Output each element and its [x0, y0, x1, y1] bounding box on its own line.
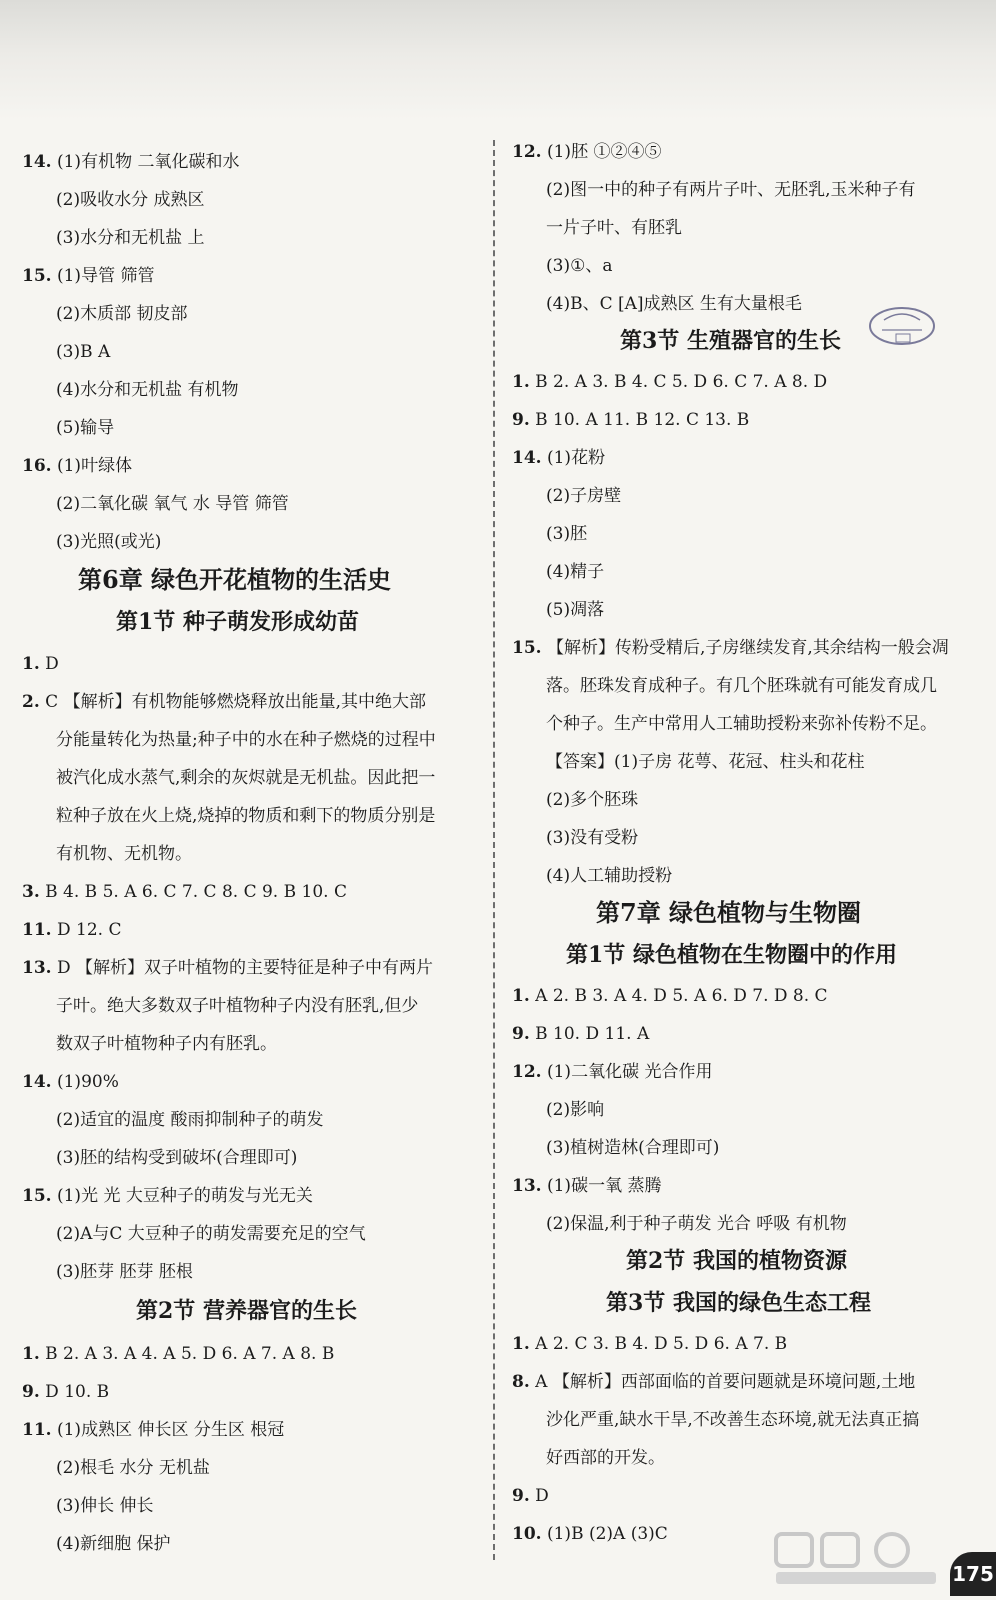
answer-line: [56, 226, 204, 250]
answer-text: B 10. D 11. A: [535, 1024, 650, 1044]
answer-line: [546, 292, 802, 316]
answer-line: [546, 1136, 719, 1160]
answer-line: [546, 560, 604, 584]
page-number: 175: [950, 1552, 996, 1596]
answer-text: D: [45, 654, 59, 674]
answer-line: [56, 842, 192, 866]
section-heading: 第1节 种子萌发形成幼苗: [116, 609, 359, 635]
answer-line: [22, 918, 121, 942]
answer-text: (1)叶绿体: [56, 456, 133, 476]
answer-line: [22, 880, 347, 904]
answer-line: [56, 728, 436, 752]
answer-text: (1)光 光 大豆种子的萌发与光无关: [56, 1186, 313, 1206]
answer-text: B 10. A 11. B 12. C 13. B: [535, 410, 750, 430]
answer-text: 有机物、无机物。: [56, 844, 192, 864]
answer-line: [546, 826, 638, 850]
question-number: 10.: [512, 1524, 542, 1544]
answer-line: [512, 1174, 661, 1198]
answer-line: [22, 150, 239, 174]
answer-line: [512, 1332, 787, 1356]
answer-text: C 【解析】有机物能够燃烧释放出能量,其中绝大部: [45, 692, 426, 712]
answer-text: (4)精子: [546, 562, 605, 582]
answer-text: (1)花粉: [546, 448, 606, 468]
answer-line: [546, 1212, 847, 1236]
answer-line: [56, 1222, 366, 1246]
answer-line: [56, 416, 114, 440]
answer-line: [56, 188, 204, 212]
answer-line: [56, 1456, 210, 1480]
answer-line: [56, 766, 435, 790]
chapter-heading: 第7章 绿色植物与生物圈: [596, 898, 862, 927]
answer-line: [22, 264, 154, 288]
answer-line: [546, 1446, 665, 1470]
answer-text: (2)根毛 水分 无机盐: [56, 1458, 210, 1478]
question-number: 15.: [512, 638, 542, 658]
answer-line: [512, 370, 827, 394]
question-number: 14.: [512, 448, 542, 468]
answer-text: (2)二氧化碳 氧气 水 导管 筛管: [56, 494, 289, 514]
question-number: 14.: [22, 1072, 52, 1092]
answer-line: [22, 1418, 284, 1442]
column-divider: [493, 140, 495, 1560]
question-number: 1.: [512, 1334, 530, 1354]
answer-text: (1)导管 筛管: [56, 266, 155, 286]
answer-text: (1)90%: [56, 1072, 119, 1092]
answer-line: [22, 454, 132, 478]
answer-line: [546, 484, 621, 508]
answer-text: B 2. A 3. B 4. C 5. D 6. C 7. A 8. D: [535, 372, 828, 392]
answer-text: (2)吸收水分 成熟区: [56, 190, 205, 210]
scan-shadow: [0, 0, 996, 120]
answer-text: 分能量转化为热量;种子中的水在种子燃烧的过程中: [56, 730, 436, 750]
answer-text: (1)二氧化碳 光合作用: [546, 1062, 713, 1082]
answer-text: (2)图一中的种子有两片子叶、无胚乳,玉米种子有: [546, 180, 916, 200]
answer-text: D 10. B: [45, 1382, 110, 1402]
answer-line: [546, 1408, 919, 1432]
answer-line: [22, 690, 426, 714]
answer-line: [512, 1370, 915, 1394]
answer-text: D: [535, 1486, 549, 1506]
answer-text: D 【解析】双子叶植物的主要特征是种子中有两片: [56, 958, 434, 978]
watermark-logo-icon: [770, 1528, 950, 1592]
answer-text: 个种子。生产中常用人工辅助授粉来弥补传粉不足。: [546, 714, 937, 734]
answer-line: [546, 864, 672, 888]
answer-text: 子叶。绝大多数双子叶植物种子内没有胚乳,但少: [56, 996, 419, 1016]
answer-line: [546, 712, 937, 736]
question-number: 11.: [22, 1420, 52, 1440]
answer-line: [56, 378, 238, 402]
answer-text: (3)伸长 伸长: [56, 1496, 154, 1516]
section-heading: 第1节 绿色植物在生物圈中的作用: [566, 942, 897, 968]
question-number: 15.: [22, 266, 52, 286]
answer-text: (3)①、a: [546, 256, 613, 276]
question-number: 9.: [22, 1382, 40, 1402]
answer-line: [512, 446, 605, 470]
section-heading: 第3节 我国的绿色生态工程: [606, 1290, 871, 1316]
answer-text: (4)新细胞 保护: [56, 1534, 171, 1554]
answer-text: (4)水分和无机盐 有机物: [56, 380, 239, 400]
answer-text: (3)胚: [546, 524, 588, 544]
answer-line: [22, 652, 59, 676]
answer-text: (2)适宜的温度 酸雨抑制种子的萌发: [56, 1110, 324, 1130]
answer-text: 好西部的开发。: [546, 1448, 665, 1468]
question-number: 1.: [512, 372, 530, 392]
answer-text: (1)碳一氧 蒸腾: [546, 1176, 662, 1196]
question-number: 9.: [512, 1024, 530, 1044]
answer-text: 粒种子放在火上烧,烧掉的物质和剩下的物质分别是: [56, 806, 436, 826]
answer-text: A 【解析】西部面临的首要问题就是环境问题,土地: [535, 1372, 916, 1392]
answer-line: [546, 750, 864, 774]
answer-line: [512, 984, 828, 1008]
question-number: 16.: [22, 456, 52, 476]
chapter-heading: 第6章 绿色开花植物的生活史: [78, 565, 392, 594]
question-number: 14.: [22, 152, 52, 172]
answer-line: [512, 636, 949, 660]
answer-line: [546, 674, 937, 698]
answer-line: [56, 1260, 193, 1284]
answer-line: [512, 140, 661, 164]
answer-text: (2)子房壁: [546, 486, 622, 506]
answer-line: [56, 804, 435, 828]
answer-line: [56, 1032, 277, 1056]
question-number: 13.: [22, 958, 52, 978]
answer-line: [22, 1380, 109, 1404]
answer-text: 落。胚珠发育成种子。有几个胚珠就有可能发育成几: [546, 676, 937, 696]
question-number: 13.: [512, 1176, 542, 1196]
answer-text: 被汽化成水蒸气,剩余的灰烬就是无机盐。因此把一: [56, 768, 436, 788]
answer-text: (4)B、C [A]成熟区 生有大量根毛: [546, 294, 802, 314]
answer-line: [22, 1070, 119, 1094]
question-number: 1.: [22, 1344, 40, 1364]
answer-line: [22, 1184, 313, 1208]
answer-line: [56, 994, 418, 1018]
answer-text: (3)B A: [56, 342, 111, 362]
answer-line: [512, 1522, 668, 1546]
answer-line: [512, 1484, 549, 1508]
question-number: 11.: [22, 920, 52, 940]
answer-line: [56, 1494, 153, 1518]
answer-text: (1)胚 ①②④⑤: [546, 142, 662, 162]
answer-text: D 12. C: [56, 920, 122, 940]
question-number: 12.: [512, 1062, 542, 1082]
answer-text: B 4. B 5. A 6. C 7. C 8. C 9. B 10. C: [45, 882, 347, 902]
answer-text: (3)光照(或光): [56, 532, 162, 552]
answer-text: A 2. C 3. B 4. D 5. D 6. A 7. B: [535, 1334, 788, 1354]
question-number: 2.: [22, 692, 40, 712]
answer-line: [56, 340, 110, 364]
answer-line: [56, 492, 289, 516]
question-number: 8.: [512, 1372, 530, 1392]
answer-line: [22, 1342, 334, 1366]
answer-line: [22, 956, 433, 980]
answer-line: [546, 1098, 604, 1122]
answer-text: (2)保温,利于种子萌发 光合 呼吸 有机物: [546, 1214, 847, 1234]
answer-line: [56, 1532, 170, 1556]
answer-text: (3)水分和无机盐 上: [56, 228, 205, 248]
question-number: 12.: [512, 142, 542, 162]
answer-line: [56, 302, 187, 326]
question-number: 9.: [512, 410, 530, 430]
answer-text: (1)B (2)A (3)C: [546, 1524, 668, 1544]
answer-text: (2)影响: [546, 1100, 605, 1120]
answer-text: (2)木质部 韧皮部: [56, 304, 188, 324]
answer-line: [512, 1022, 649, 1046]
question-number: 9.: [512, 1486, 530, 1506]
answer-text: A 2. B 3. A 4. D 5. A 6. D 7. D 8. C: [535, 986, 828, 1006]
answer-text: 一片子叶、有胚乳: [546, 218, 682, 238]
answer-text: (2)多个胚珠: [546, 790, 639, 810]
answer-text: 【答案】(1)子房 花萼、花冠、柱头和花柱: [546, 752, 865, 772]
answer-text: (2)A与C 大豆种子的萌发需要充足的空气: [56, 1224, 366, 1244]
answer-text: (4)人工辅助授粉: [546, 866, 673, 886]
answer-text: (1)有机物 二氧化碳和水: [56, 152, 240, 172]
answer-text: (3)没有受粉: [546, 828, 639, 848]
section-heading: 第3节 生殖器官的生长: [620, 328, 841, 354]
answer-text: (3)胚的结构受到破坏(合理即可): [56, 1148, 298, 1168]
answer-line: [546, 788, 638, 812]
answer-line: [512, 408, 749, 432]
answer-text: B 2. A 3. A 4. A 5. D 6. A 7. A 8. B: [45, 1344, 335, 1364]
answer-text: 沙化严重,缺水干旱,不改善生态环境,就无法真正搞: [546, 1410, 920, 1430]
answer-line: [546, 178, 915, 202]
answer-line: [546, 522, 587, 546]
answer-text: (3)植树造林(合理即可): [546, 1138, 720, 1158]
section-heading: 第2节 我国的植物资源: [626, 1248, 847, 1274]
answer-text: 【解析】传粉受精后,子房继续发育,其余结构一般会凋: [546, 638, 949, 658]
question-number: 15.: [22, 1186, 52, 1206]
answer-line: [546, 216, 682, 240]
answer-line: [56, 1108, 323, 1132]
question-number: 3.: [22, 882, 40, 902]
answer-text: 数双子叶植物种子内有胚乳。: [56, 1034, 277, 1054]
question-number: 1.: [512, 986, 530, 1006]
question-number: 1.: [22, 654, 40, 674]
answer-line: [546, 254, 612, 278]
answer-line: [56, 1146, 297, 1170]
stamp-icon: [866, 302, 938, 350]
answer-line: [512, 1060, 712, 1084]
answer-line: [546, 598, 604, 622]
answer-text: (1)成熟区 伸长区 分生区 根冠: [56, 1420, 285, 1440]
section-heading: 第2节 营养器官的生长: [136, 1298, 357, 1324]
answer-text: (3)胚芽 胚芽 胚根: [56, 1262, 193, 1282]
answer-text: (5)输导: [56, 418, 115, 438]
answer-text: (5)凋落: [546, 600, 605, 620]
answer-line: [56, 530, 161, 554]
